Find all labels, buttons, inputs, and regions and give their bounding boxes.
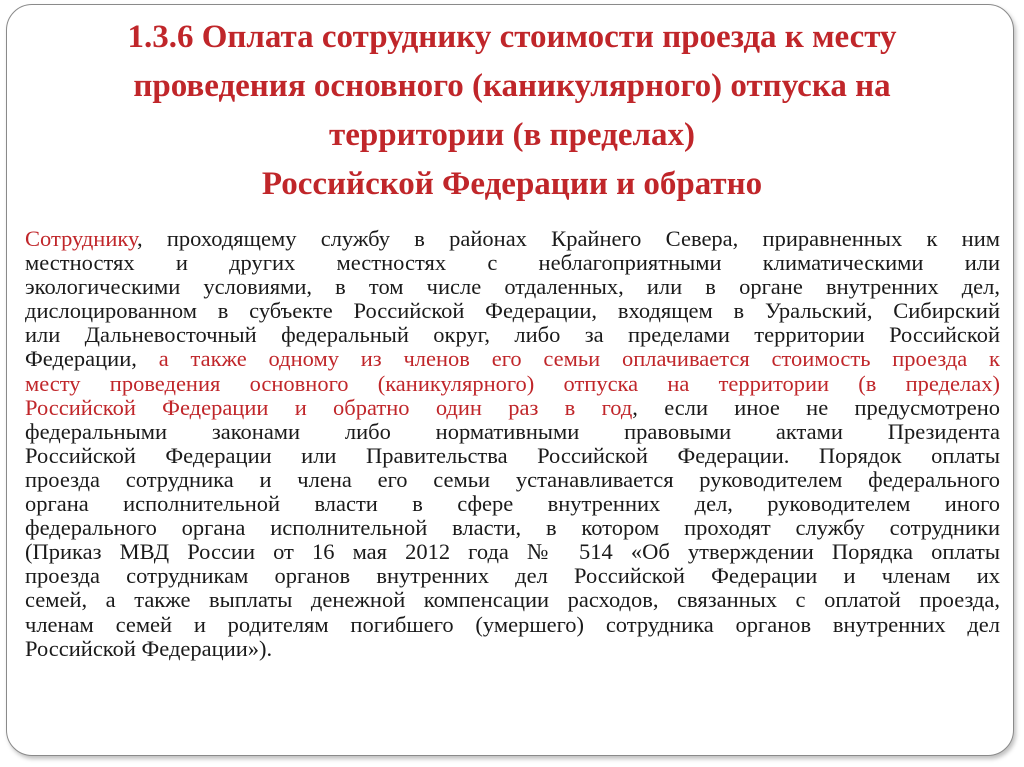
body-line: (Приказ МВД России от 16 мая 2012 года № 514 «Об утверждении Порядка оплаты bbox=[25, 539, 1000, 565]
slide-frame bbox=[6, 4, 1014, 756]
body-line bbox=[25, 396, 1000, 420]
body-line: органа исполнительной власти в сфере внутренних дел, руководителем иного bbox=[25, 491, 1000, 517]
body-text-segment: Федерации, bbox=[25, 346, 137, 372]
body-line: проезда сотрудника и члена его семьи устанавливается руководителем федерального bbox=[25, 466, 1000, 492]
body-paragraph bbox=[25, 227, 1000, 661]
body-text-segment: , проходящему службу в районах Крайнего Севера, приравненных к ним bbox=[137, 226, 1000, 251]
body-line: проезда сотрудникам органов внутренних дел Российской Федерации и членам их bbox=[25, 563, 1000, 589]
body-line-highlight: месту проведения основного (каникулярного) отпуска на территории (в пределах) bbox=[25, 370, 1000, 396]
highlight-once-a-year: Российской Федерации и обратно один раз в год bbox=[25, 394, 633, 420]
body-line: или Дальневосточный федеральный округ, либо за пределами территории Российской bbox=[25, 322, 1000, 348]
body-line: федерального органа исполнительной власти, в котором проходят службу сотрудники bbox=[25, 515, 1000, 541]
title-line-3: территории (в пределах) bbox=[329, 117, 695, 153]
slide-title bbox=[47, 13, 977, 209]
body-line bbox=[25, 347, 1000, 371]
highlight-family-member: а также одному из членов его семьи оплачивается стоимость проезда к bbox=[136, 346, 1000, 372]
body-line: дислоцированном в субъекте Российской Федерации, входящем в Уральский, Сибирский bbox=[25, 298, 1000, 324]
body-line: Российской Федерации или Правительства Российской Федерации. Порядок оплаты bbox=[25, 442, 1000, 468]
body-line: экологическими условиями, в том числе отдаленных, или в органе внутренних дел, bbox=[25, 274, 1000, 300]
title-line-1: 1.3.6 Оплата сотруднику стоимости проезда к месту bbox=[127, 19, 897, 55]
body-line: семей, а также выплаты денежной компенсации расходов, связанных с оплатой проезда, bbox=[25, 587, 1000, 613]
body-line: местностях и других местностях с неблагоприятными климатическими или bbox=[25, 250, 1000, 276]
body-line: федеральными законами либо нормативными правовыми актами Президента bbox=[25, 418, 1000, 444]
title-line-4: Российской Федерации и обратно bbox=[261, 166, 763, 202]
highlight-employee: Сотруднику bbox=[25, 226, 137, 251]
body-line bbox=[25, 227, 1000, 251]
body-line: членам семей и родителям погибшего (умершего) сотрудника органов внутренних дел bbox=[25, 611, 1000, 637]
body-line: Российской Федерации»). bbox=[25, 635, 273, 661]
body-text-segment: , если иное не предусмотрено bbox=[632, 394, 1000, 420]
title-line-2: проведения основного (каникулярного) отпуска на bbox=[133, 68, 891, 104]
